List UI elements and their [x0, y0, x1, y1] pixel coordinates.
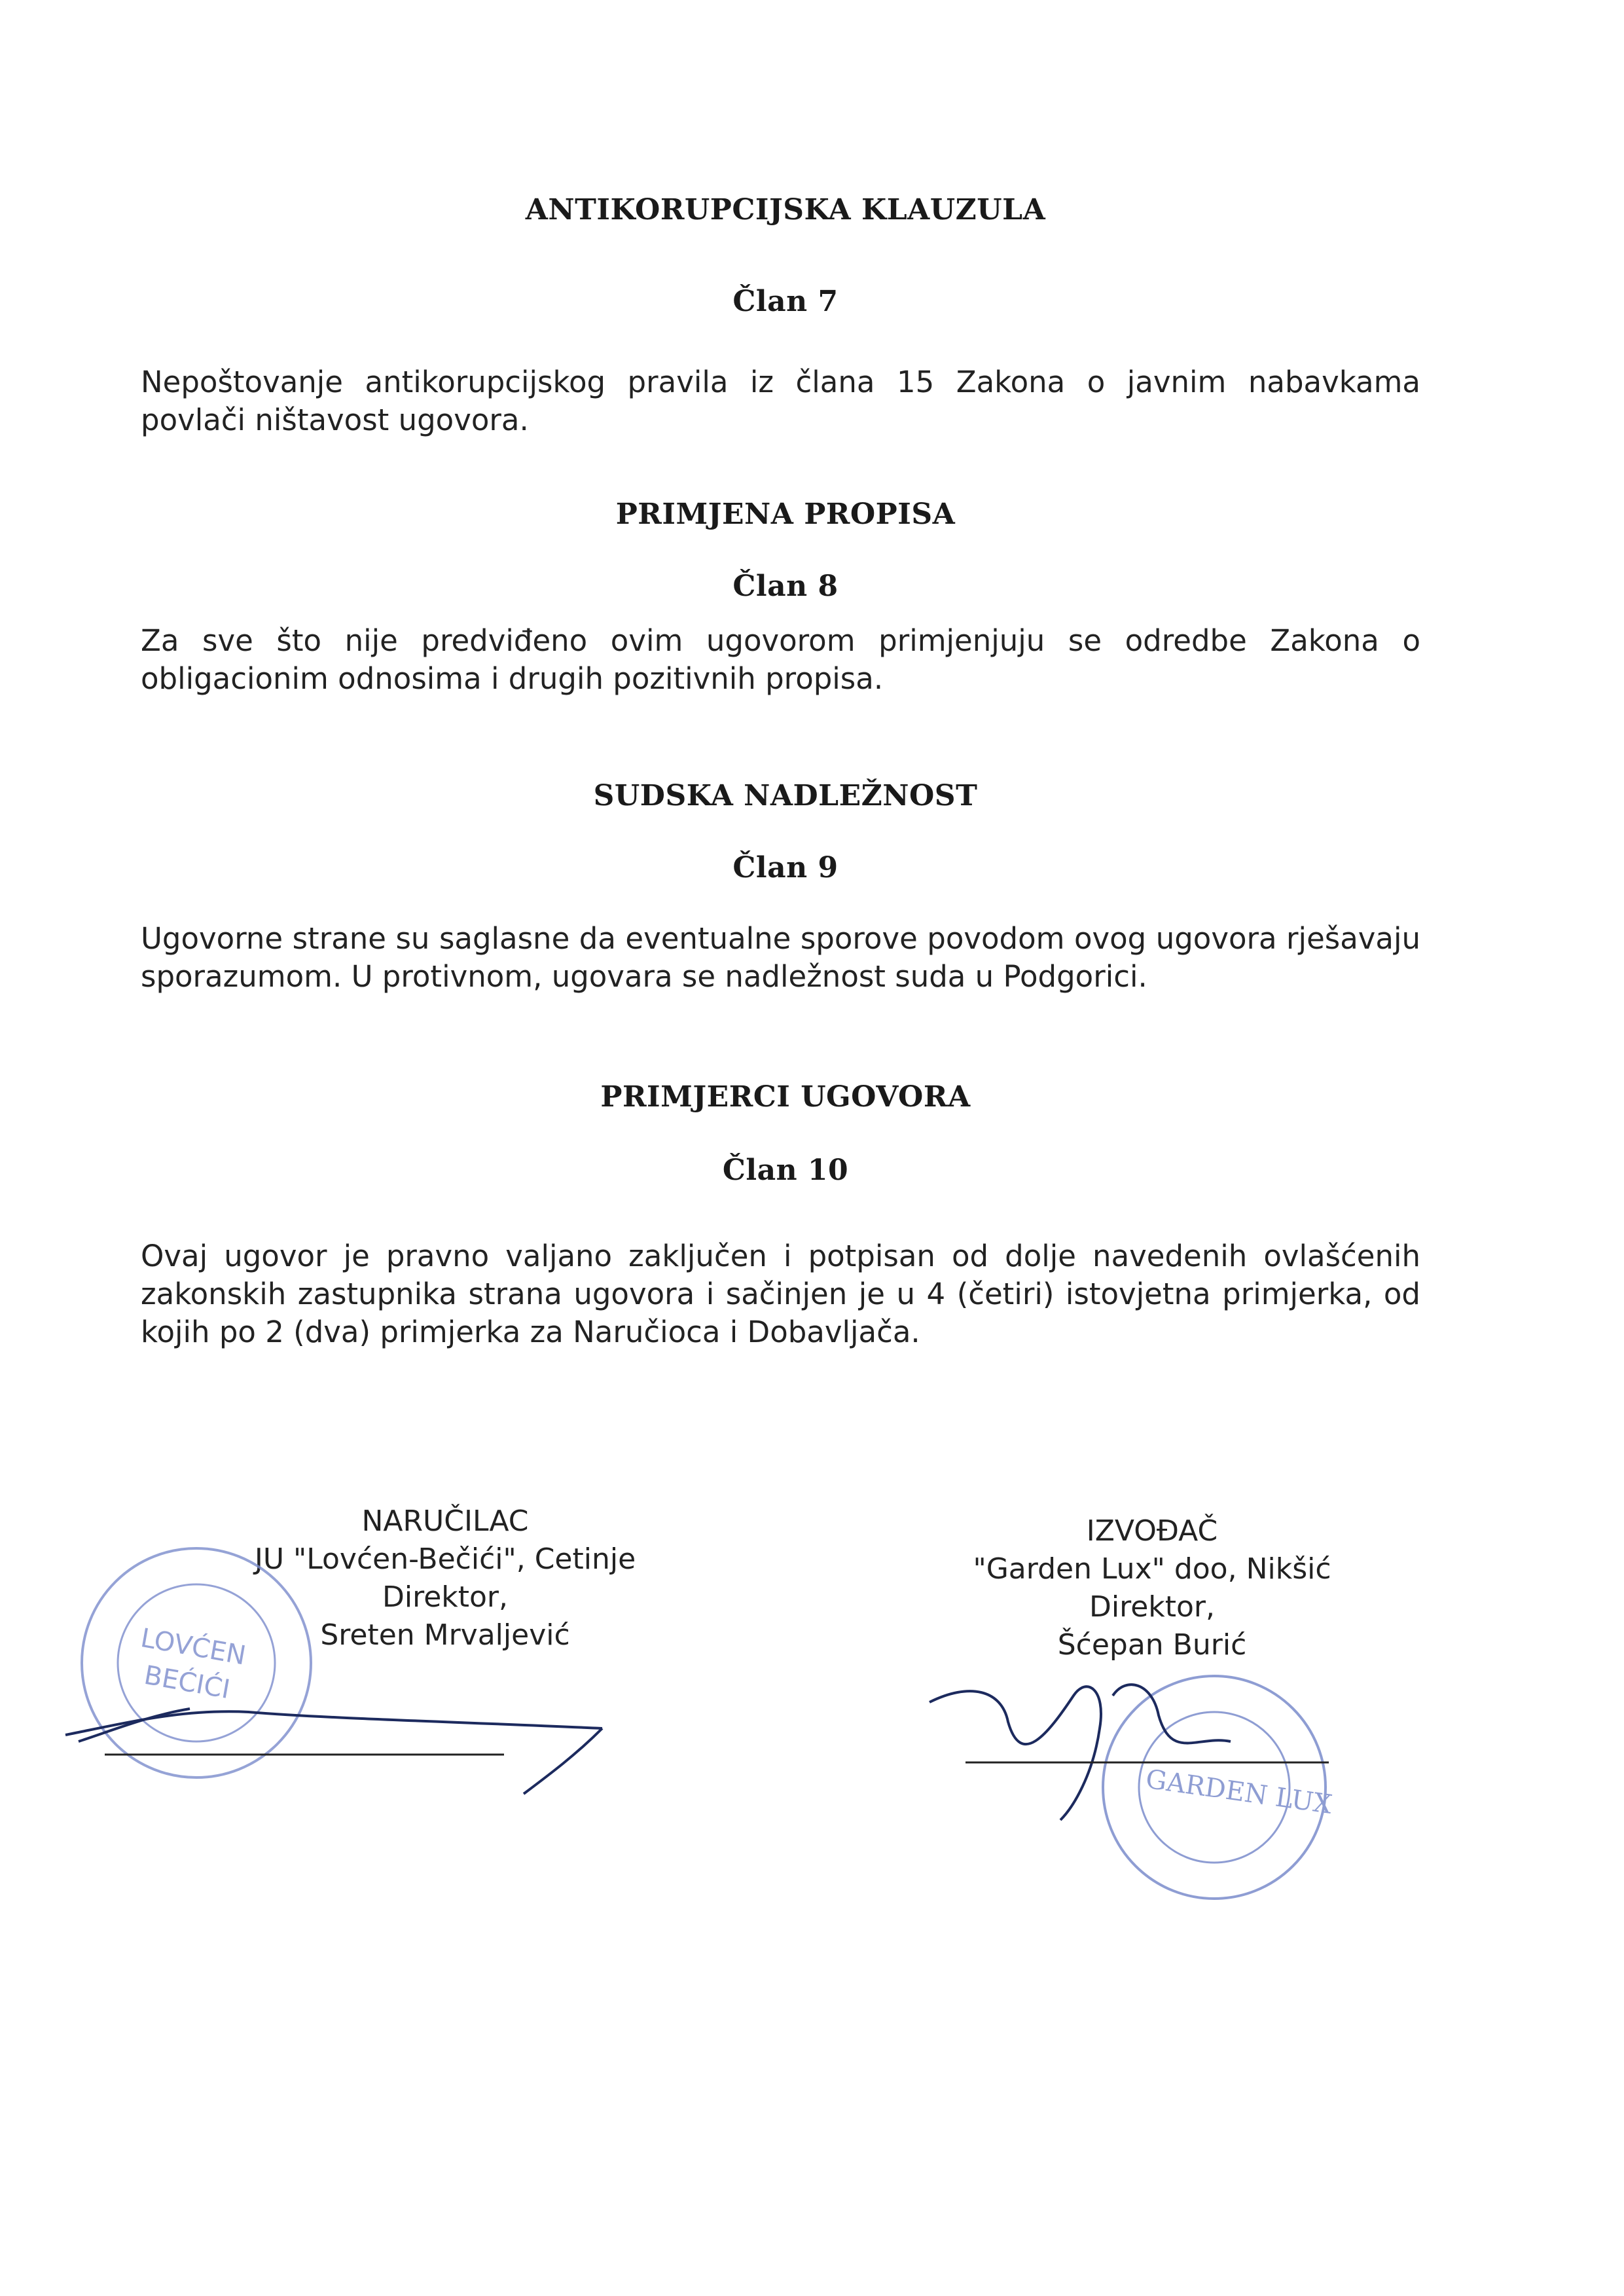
contractor-title: Direktor,	[1089, 1590, 1216, 1624]
article-7-text: Nepoštovanje antikorupcijskog pravila iz člana 15 Zakona o javnim nabavkama povlači ništavost ugovora.	[141, 365, 1420, 437]
article-number-8: Član 8	[732, 570, 839, 603]
client-name: Sreten Mrvaljević	[320, 1618, 570, 1652]
section-heading-anticorruption: ANTIKORUPCIJSKA KLAUZULA	[525, 193, 1046, 227]
section-heading-jurisdiction: SUDSKA NADLEŽNOST	[593, 779, 978, 812]
article-10-text: Ovaj ugovor je pravno valjano zaključen i potpisan od dolje navedenih ovlašćenih zakonskih zastupnika strana ugovora i sačinjen je u 4 (četiri) istovjetna primjerka, od kojih po 2 (dva) primjerka za Naručioca i Dobavljača.	[141, 1239, 1420, 1349]
contractor-stamp	[1103, 1676, 1334, 1899]
contractor-organization: "Garden Lux" doo, Nikšić	[973, 1552, 1331, 1586]
contractor-name: Šćepan Burić	[1057, 1628, 1247, 1662]
article-number-9: Član 9	[732, 851, 839, 884]
article-9-text: Ugovorne strane su saglasne da eventualne sporove povodom ovog ugovora rješavaju sporazumom. U protivnom, ugovara se nadležnost suda u Podgorici.	[141, 921, 1420, 994]
article-8-text: Za sve što nije predviđeno ovim ugovorom primjenjuju se odredbe Zakona o obligacionim odnosima i drugih pozitivnih propisa.	[141, 623, 1420, 696]
client-stamp	[82, 1548, 311, 1777]
svg-text:GARDEN LUX: GARDEN LUX	[1144, 1764, 1334, 1821]
svg-text:LOVĆEN: LOVĆEN	[138, 1623, 249, 1671]
svg-text:BEĆIĆI: BEĆIĆI	[141, 1660, 232, 1705]
client-title: Direktor,	[382, 1580, 509, 1614]
section-heading-applicable-law: PRIMJENA PROPISA	[615, 498, 956, 531]
section-heading-copies: PRIMJERCI UGOVORA	[600, 1080, 971, 1114]
article-number-7: Član 7	[732, 285, 839, 318]
article-number-10: Član 10	[722, 1154, 849, 1187]
client-signature	[65, 1709, 602, 1794]
client-role: NARUČILAC	[361, 1504, 529, 1538]
contractor-role: IZVOĐAČ	[1086, 1514, 1218, 1548]
client-organization: JU "Lovćen-Bečići", Cetinje	[254, 1542, 636, 1576]
